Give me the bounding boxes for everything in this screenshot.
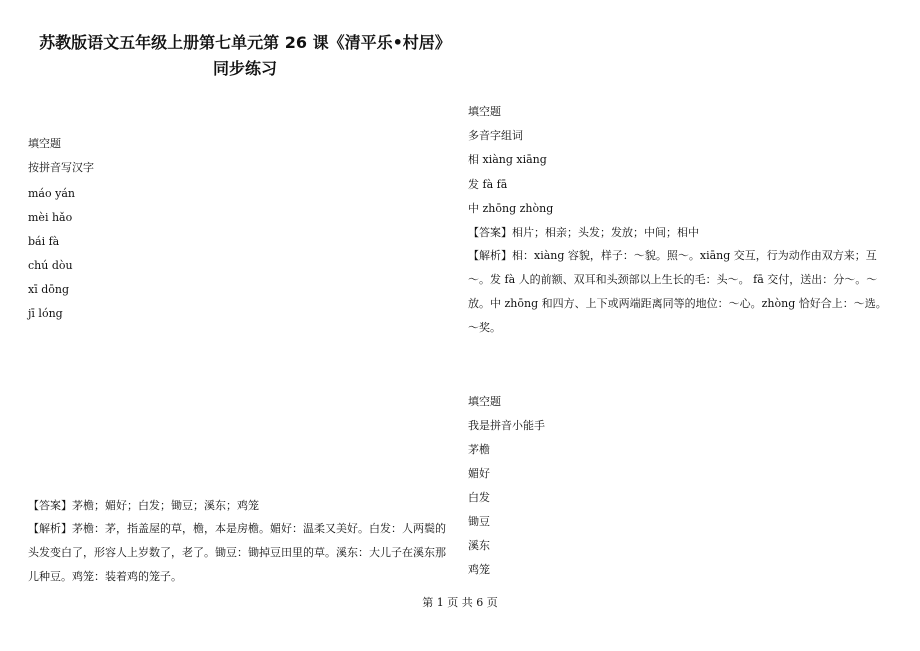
- pinyin-item: máo yán: [28, 187, 75, 200]
- pinyin-item: chú dòu: [28, 259, 73, 272]
- question-instruction: 多音字组词: [468, 129, 523, 142]
- pinyin-item: mèi hǎo: [28, 211, 73, 224]
- answer-text: 【答案】相片；相亲；头发；发放；中间；相中: [468, 226, 699, 239]
- pinyin-item: xī dōng: [28, 283, 70, 296]
- analysis-text: 【解析】茅檐：茅，指盖屋的草，檐，本是房檐。媚好：温柔又美好。白发：人两鬓的头发变白了，形容人上岁数了，老了。锄豆：锄掉豆田里的草。溪东：大儿子在溪东那儿种豆。鸡笼：装着鸡的笼子。: [28, 522, 446, 583]
- title-line-2: 同步练习: [212, 59, 277, 78]
- section-type-label: 填空题: [28, 137, 61, 150]
- document-title: [0, 30, 490, 82]
- word-item: 锄豆: [468, 515, 490, 528]
- page-footer: 第 1 页 共 6 页: [422, 596, 498, 609]
- section-type-label: 填空题: [468, 105, 501, 118]
- polyphone-item: 发 fà fā: [468, 178, 508, 191]
- word-item: 鸡笼: [468, 563, 490, 576]
- word-item: 茅檐: [468, 443, 490, 456]
- answer-text: 【答案】茅檐；媚好；白发；锄豆；溪东；鸡笼: [28, 499, 259, 512]
- title-line-1: 苏教版语文五年级上册第七单元第 26 课《清平乐•村居》: [39, 33, 451, 52]
- polyphone-item: 中 zhōng zhòng: [468, 202, 554, 215]
- word-item: 溪东: [468, 539, 490, 552]
- section-type-label: 填空题: [468, 395, 501, 408]
- question-instruction: 我是拼音小能手: [468, 419, 545, 432]
- analysis-text: 【解析】相：xiàng 容貌，样子：～貌。照～。xiāng 交互，行为动作由双方来；互～。发 fà 人的前额、双耳和头颈部以上生长的毛：头～。 fā 交付，送出：分～。～放。中 zhōng 和四方、上下或两端距离同等的地位：～心。zhòng 恰好合上：～选。～奖。: [468, 249, 887, 334]
- pinyin-item: jī lóng: [28, 307, 63, 320]
- question-instruction: 按拼音写汉字: [28, 161, 94, 174]
- polyphone-item: 相 xiàng xiāng: [468, 153, 547, 166]
- pinyin-item: bái fà: [28, 235, 60, 248]
- word-item: 白发: [468, 491, 490, 504]
- word-item: 媚好: [468, 467, 490, 480]
